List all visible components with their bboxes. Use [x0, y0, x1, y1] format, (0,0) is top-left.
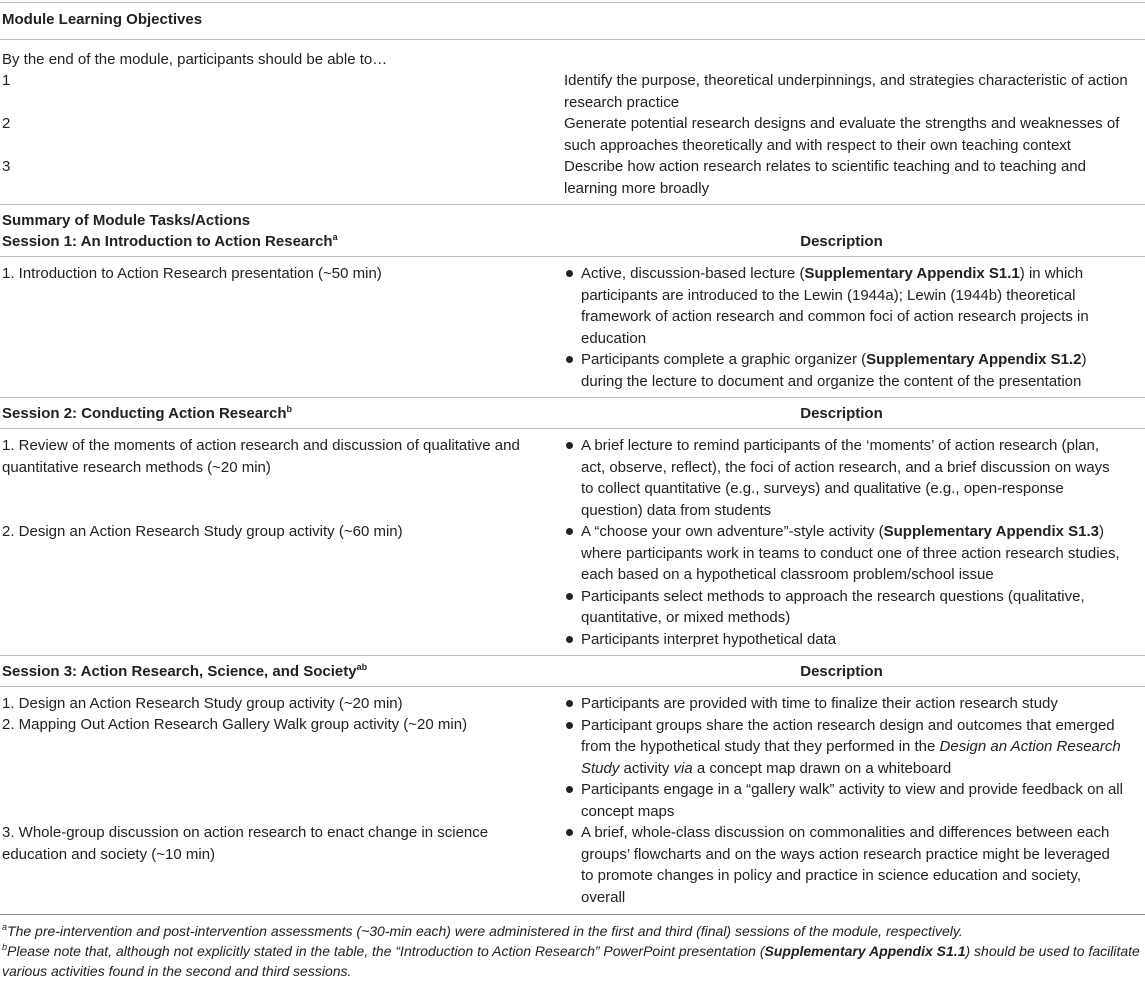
footnote-b: $^b$Please note that, although not explicitly stated in the table, the “Introduction to Action Research” PowerPoint presentation (Supplementary Appendix S1.1) should be used to facilitate various activities found in the second and third sessions. [2, 942, 1140, 979]
list-item: Participants complete a graphic organizer (Supplementary Appendix S1.2) during the lecture to document and organize the content of the presentation [566, 349, 1126, 392]
task-item: 2. Mapping Out Action Research Gallery Walk group activity (~20 min) [2, 716, 468, 733]
task-item: 1. Design an Action Research Study group activity (~20 min) [2, 695, 403, 712]
list-item: Participant groups share the action research design and outcomes that emerged from the hypothetical study that they performed in the Design an Action Research Study activity via a concept map drawn on a whiteboard [566, 715, 1126, 780]
table-page: Module Learning Objectives By the end of the module, participants should be able to… 1 Identify the purpose, theoretical underpinnings, and strategies characteristic of action research practice 2 Generate potential research designs and evaluate the strengths and weaknesses of such approaches theoretically and with respect to their own teaching context 3 Describe how action research relates to scientific teaching and to teaching and learning more broadly Summary of Module Tasks/Actions Session 1: An Introduction to Action Research$^a$ Description 1. Introduction to Action Research presentation (~50 min) Active, discussion-based lecture (Supplementary Appendix S1.1) in which participants are introduced to the Lewin (1944a); Lewin (1944b) theoretical framework of action research and common foci of action research projects in education Participants complete a graphic organizer (Supplementary Appendix S1.2) during the lecture to document and organize the content of the presentation Session 2: Conducting Action Research$^b$ Description 1. Review of the moments of action research and discussion of qualitative and quantitative research methods (~20 min) 2. Design an Action Research Study group activity (~60 min) A brief lecture to remind participants of the ‘moments’ of action research (plan, act, observe, reflect), the foci of action research, and a brief discussion on ways to collect quantitative (e.g., surveys) and qualitative (e.g., open-response question) data from students A “choose your own adventure”-style activity (Supplementary Appendix S1.3) where participants work in teams to conduct one of three action research studies, each based on a hypothetical classroom problem/school issue Participants select methods to approach the research questions (qualitative, quantitative, or mixed methods) Participants interpret hypothetical data Session 3: Action Research, Science, and Society$^{ab}$ Description 1. Design an Action Research Study group activity (~20 min) 2. Mapping Out Action Research Gallery Walk group activity (~20 min) 3. Whole-group discussion on action research to enact change in science education and society (~10 min) Participants are provided with time to finalize their action research study Participant groups share the action research design and outcomes that emerged from the hypothetical study that they performed in the Design an Action Research Study activity via a concept map drawn on a whiteboard Participants engage in a “gallery walk” activity to view and provide feedback on all concept maps A brief, whole-class discussion on commonalities and differences between each groups’ flowcharts and on the ways action research practice might be leveraged to promote changes in policy and practice in science education and society, overall $^a$The pre-intervention and post-intervention assessments (~30-min each) were administered in the first and third (final) sessions of the module, respectively. $^b$Please note that, although not explicitly stated in the table, the “Introduction to Action Research” PowerPoint presentation (Supplementary Appendix S1.1) should be used to facilitate various activities found in the second and third sessions. [0, 0, 1145, 978]
task-item: 1. Introduction to Action Research presentation (~50 min) [2, 265, 382, 282]
top-rule [0, 2, 1145, 3]
description-header: Description [800, 405, 883, 422]
rule [0, 204, 1145, 205]
rule [0, 428, 1145, 429]
task-item: 2. Design an Action Research Study group activity (~60 min) [2, 523, 403, 540]
list-item: Participants are provided with time to finalize their action research study [566, 693, 1126, 715]
description-header: Description [800, 233, 883, 250]
bottom-rule [0, 914, 1145, 915]
rule [0, 686, 1145, 687]
list-item: Active, discussion-based lecture (Supplementary Appendix S1.1) in which participants are introduced to the Lewin (1944a); Lewin (1944b) theoretical framework of action research and common foci of action research projects in education [566, 263, 1126, 349]
list-item: Participants interpret hypothetical data [566, 629, 1126, 651]
list-item: Participants engage in a “gallery walk” activity to view and provide feedback on all concept maps [566, 779, 1126, 822]
list-item: Participants select methods to approach the research questions (qualitative, quantitative, or mixed methods) [566, 586, 1126, 629]
list-item: A “choose your own adventure”-style activity (Supplementary Appendix S1.3) where participants work in teams to conduct one of three action research studies, each based on a hypothetical classroom problem/school issue [566, 521, 1126, 586]
rule [0, 655, 1145, 656]
task-item: 1. Review of the moments of action research and discussion of qualitative and quantitative research methods (~20 min) [2, 437, 520, 476]
rule [0, 39, 1145, 40]
description-header: Description [800, 663, 883, 680]
footnote-a: $^a$The pre-intervention and post-intervention assessments (~30-min each) were administered in the first and third (final) sessions of the module, respectively. [2, 922, 963, 939]
list-item: A brief lecture to remind participants of the ‘moments’ of action research (plan, act, observe, reflect), the foci of action research, and a brief discussion on ways to collect quantitative (e.g., surveys) and qualitative (e.g., open-response question) data from students [566, 435, 1126, 521]
list-item: A brief, whole-class discussion on commonalities and differences between each groups’ flowcharts and on the ways action research practice might be leveraged to promote changes in policy and practice in science education and society, overall [566, 822, 1126, 908]
task-item: 3. Whole-group discussion on action research to enact change in science education and society (~10 min) [2, 824, 489, 863]
rule [0, 397, 1145, 398]
rule [0, 256, 1145, 257]
